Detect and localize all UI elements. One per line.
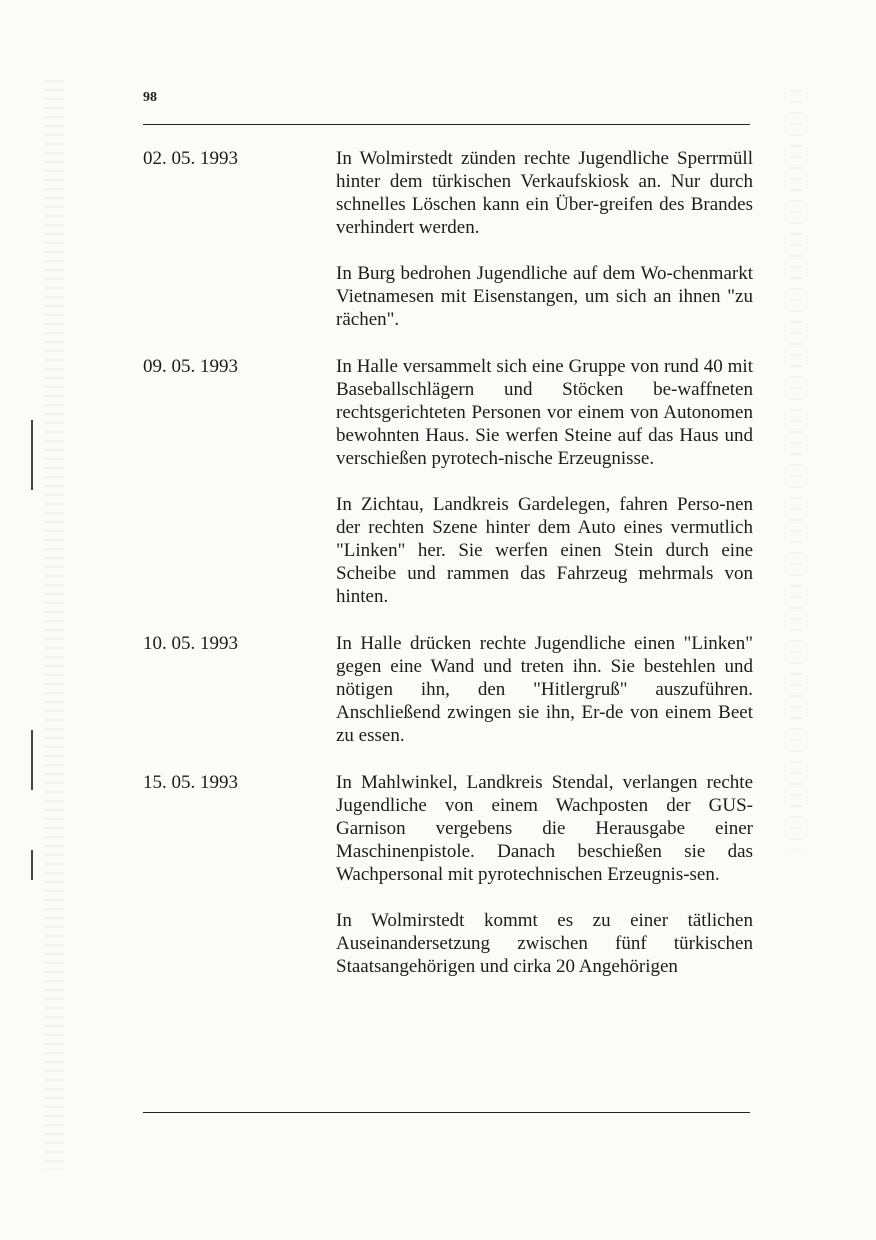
- scan-margin-mark: [31, 850, 33, 880]
- page-number: 98: [143, 90, 157, 105]
- bottom-rule: [143, 1112, 750, 1113]
- entry-paragraph: In Burg bedrohen Jugendliche auf dem Wo-chenmarkt Vietnamesen mit Eisenstangen, um sich an ihnen "zu rächen".: [336, 263, 753, 330]
- entry-texts: [336, 771, 753, 978]
- entry-paragraph: In Wolmirstedt zünden rechte Jugendliche Sperrmüll hinter dem türkischen Verkaufskiosk an. Nur durch schnelles Löschen kann ein Über-greifen des Brandes verhindert werden.: [336, 148, 753, 238]
- entry-paragraph: In Zichtau, Landkreis Gardelegen, fahren Perso-nen der rechten Szene hinter dem Auto eines vermutlich "Linken" her. Sie werfen einen Stein durch eine Scheibe und rammen das Fahrzeug mehrmals von hinten.: [336, 494, 753, 607]
- chronology-entry: [143, 355, 753, 608]
- chronology-entry: [143, 147, 753, 331]
- scan-margin-speckle: [44, 80, 64, 1170]
- entry-paragraph: In Halle drücken rechte Jugendliche einen "Linken" gegen eine Wand und treten ihn. Sie bestehlen und nötigen ihn, den "Hitlergruß" auszuführen. Anschließend zwingen sie ihn, Er-de von einem Beet zu essen.: [336, 633, 753, 746]
- entry-paragraph: In Mahlwinkel, Landkreis Stendal, verlangen rechte Jugendliche von einem Wachposten der GUS-Garnison vergebens die Herausgabe einer Maschinenpistole. Danach beschießen sie das Wachpersonal mit pyrotechnischen Erzeugnis-sen.: [336, 772, 753, 885]
- entry-texts: [336, 355, 753, 608]
- entry-date: 10. 05. 1993: [143, 633, 238, 654]
- scan-right-speckle: [790, 90, 802, 850]
- chronology-entry: [143, 771, 753, 978]
- scan-margin-mark: [31, 730, 33, 790]
- chronology-entry: [143, 632, 753, 747]
- entry-paragraph: In Halle versammelt sich eine Gruppe von rund 40 mit Baseballschlägern und Stöcken be-waffneten rechtsgerichteten Personen vor einem von Autonomen bewohnten Haus. Sie werfen Steine auf das Haus und verschießen pyrotech-nische Erzeugnisse.: [336, 356, 753, 469]
- entry-date: 02. 05. 1993: [143, 148, 238, 169]
- top-rule: [143, 124, 750, 125]
- entry-date: 15. 05. 1993: [143, 772, 238, 793]
- entry-paragraph: In Wolmirstedt kommt es zu einer tätlichen Auseinandersetzung zwischen fünf türkischen Staatsangehörigen und cirka 20 Angehörigen: [336, 910, 753, 977]
- entry-texts: [336, 632, 753, 747]
- scan-margin-mark: [31, 420, 33, 490]
- entry-texts: [336, 147, 753, 331]
- entry-date: 09. 05. 1993: [143, 356, 238, 377]
- chronology-entries: [143, 147, 753, 978]
